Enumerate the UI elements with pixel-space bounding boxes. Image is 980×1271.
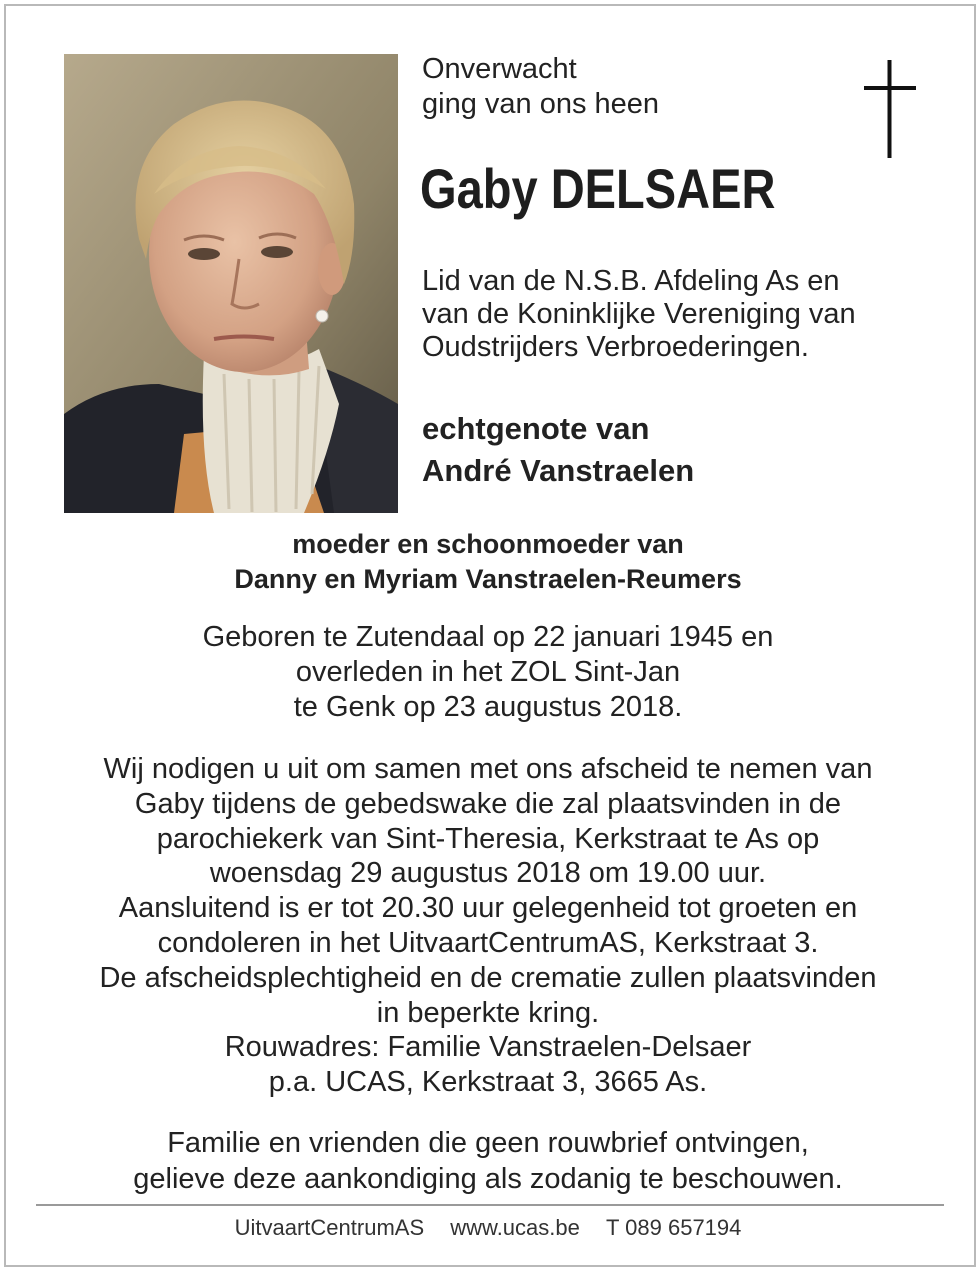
invitation-line: condoleren in het UitvaartCentrumAS, Kerkstraat 3. — [157, 926, 819, 959]
footer-company: UitvaartCentrumAS — [234, 1215, 425, 1240]
footer — [4, 1215, 972, 1241]
notice-line: gelieve deze aankondiging als zodanig te beschouwen. — [133, 1163, 843, 1195]
membership-text — [422, 265, 856, 364]
mourning-address-line: p.a. UCAS, Kerkstraat 3, 3665 As. — [268, 1066, 708, 1099]
membership-line: Lid van de N.S.B. Afdeling As en — [422, 265, 840, 297]
notice-text — [4, 1125, 972, 1197]
latin-cross-icon — [860, 60, 920, 160]
mourning-address-line: Rouwadres: Familie Vanstraelen-Delsaer — [224, 1031, 752, 1064]
invitation-line: De afscheidsplechtigheid en de crematie zullen plaatsvinden — [99, 961, 877, 994]
intro-text — [422, 52, 659, 122]
intro-line: Onverwacht — [422, 53, 577, 85]
invitation-line: Gaby tijdens de gebedswake die zal plaatsvinden in de — [134, 787, 842, 820]
invitation-text — [4, 752, 972, 1100]
birth-death-line: te Genk op 23 augustus 2018. — [293, 691, 683, 723]
footer-website[interactable]: www.ucas.be — [450, 1215, 580, 1240]
membership-line: van de Koninklijke Vereniging van — [422, 298, 856, 330]
portrait-photo — [64, 54, 398, 513]
footer-divider — [36, 1204, 944, 1206]
invitation-line: parochiekerk van Sint-Theresia, Kerkstraat te As op — [156, 822, 820, 855]
invitation-line: in beperkte kring. — [376, 996, 600, 1029]
spouse-line: echtgenote van — [422, 411, 650, 446]
children-line: moeder en schoonmoeder van — [292, 529, 684, 559]
invitation-line: woensdag 29 augustus 2018 om 19.00 uur. — [209, 857, 767, 890]
birth-death-line: overleden in het ZOL Sint-Jan — [295, 656, 681, 688]
children-text — [4, 527, 972, 597]
birth-death-line: Geboren te Zutendaal op 22 januari 1945 en — [202, 621, 774, 653]
footer-phone: T 089 657194 — [606, 1215, 742, 1240]
invitation-line: Aansluitend is er tot 20.30 uur gelegenheid tot groeten en — [118, 892, 858, 925]
spouse-text — [422, 408, 694, 492]
spouse-name: André Vanstraelen — [422, 453, 695, 488]
invitation-line: Wij nodigen u uit om samen met ons afscheid te nemen van — [103, 753, 873, 785]
deceased-name: Gaby DELSAER — [420, 157, 776, 220]
birth-death-text — [4, 620, 972, 725]
intro-line: ging van ons heen — [422, 88, 660, 120]
membership-line: Oudstrijders Verbroederingen. — [422, 331, 809, 363]
notice-line: Familie en vrienden die geen rouwbrief ontvingen, — [167, 1127, 809, 1159]
children-names: Danny en Myriam Vanstraelen-Reumers — [234, 564, 742, 594]
